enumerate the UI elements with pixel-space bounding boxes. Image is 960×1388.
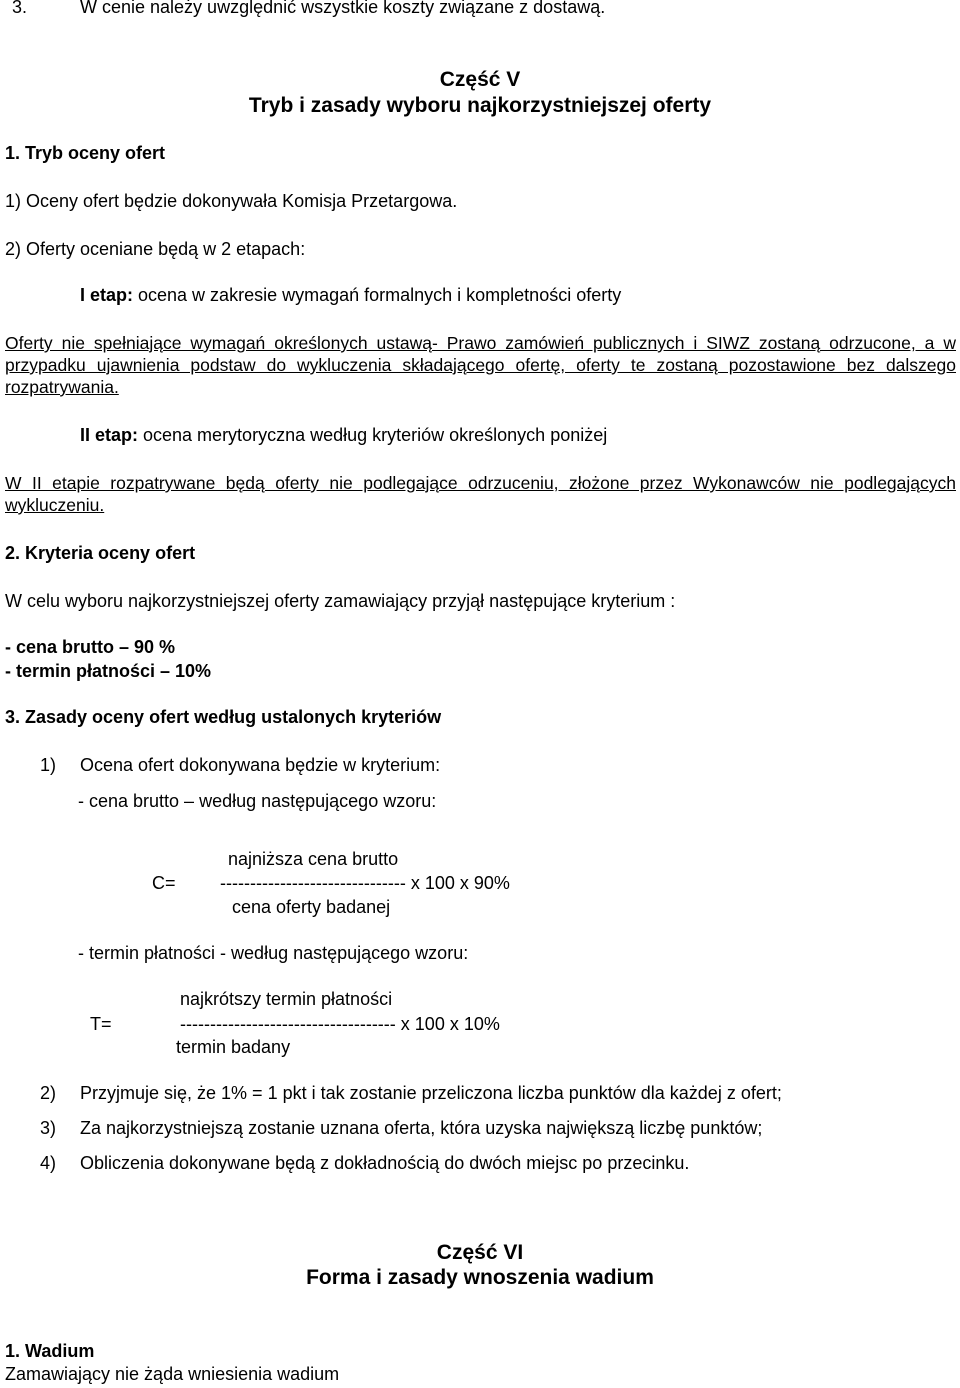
term-formula-denominator: termin badany [176, 1037, 291, 1057]
term-formula-variable: T= [90, 1014, 112, 1034]
rule1-text: Ocena ofert dokonywana będzie w kryterium: [80, 755, 441, 775]
stage1-line [80, 284, 621, 306]
term-formula-intro: - termin płatności - według następującego wzoru: [78, 943, 469, 963]
stage2-line [80, 424, 607, 446]
rule-number: 3) [40, 1118, 57, 1138]
part5-title: Część V [439, 68, 521, 91]
section1-point2: 2) Oferty oceniane będą w 2 etapach: [5, 239, 306, 259]
stage2-label: II etap: [80, 425, 139, 445]
rule-number: 2) [40, 1083, 57, 1103]
rule-text: Obliczenia dokonywane będą z dokładnością do dwóch miejsc po przecinku. [80, 1153, 690, 1173]
price-formula-fraction-line: ------------------------------- x 100 x 90% [220, 873, 510, 893]
criterion-payment-term: - termin płatności – 10% [5, 661, 212, 681]
wadium-text: Zamawiający nie żąda wniesienia wadium [5, 1364, 340, 1384]
term-formula-numerator: najkrótszy termin płatności [180, 989, 393, 1009]
part6-title: Część VI [436, 1241, 524, 1264]
section2-intro: W celu wyboru najkorzystniejszej oferty zamawiający przyjął następujące kryterium : [5, 591, 676, 611]
part6-subtitle: Forma i zasady wnoszenia wadium [306, 1266, 654, 1289]
stage1-paragraph: Oferty nie spełniające wymagań określonych ustawą- Prawo zamówień publicznych i SIWZ zostaną odrzucone, a w przypadku ujawnienia podstaw do wykluczenia składającego ofertę, oferty te zostaną pozostawione bez dalszego rozpatrywania. [5, 333, 956, 397]
price-formula-variable: C= [152, 873, 176, 893]
rule-number: 4) [40, 1153, 57, 1173]
price-formula-intro: - cena brutto – według następującego wzoru: [78, 791, 437, 811]
stage2-paragraph: W II etapie rozpatrywane będą oferty nie podlegające odrzuceniu, złożone przez Wykonawców nie podlegających wykluczeniu. [5, 473, 956, 515]
top-item-number: 3. [12, 0, 28, 17]
rule-text: Za najkorzystniejszą zostanie uznana oferta, która uzyska największą liczbę punktów; [80, 1118, 763, 1138]
section1-point1: 1) Oceny ofert będzie dokonywała Komisja Przetargowa. [5, 191, 458, 211]
section1-heading: 1. Tryb oceny ofert [5, 143, 166, 163]
part5-subtitle: Tryb i zasady wyboru najkorzystniejszej oferty [248, 94, 712, 117]
stage1-label: I etap: [80, 285, 134, 305]
price-formula-denominator: cena oferty badanej [232, 897, 391, 917]
price-formula-numerator: najniższa cena brutto [228, 849, 399, 869]
section3-heading: 3. Zasady oceny ofert według ustalonych kryteriów [5, 707, 442, 727]
criterion-price: - cena brutto – 90 % [5, 637, 176, 657]
top-item-text: W cenie należy uwzględnić wszystkie koszty związane z dostawą. [80, 0, 606, 17]
stage1-text: ocena w zakresie wymagań formalnych i kompletności oferty [133, 285, 622, 305]
rule-text: Przyjmuje się, że 1% = 1 pkt i tak zostanie przeliczona liczba punktów dla każdej z ofert; [80, 1083, 782, 1103]
term-formula-fraction-line: ------------------------------------ x 100 x 10% [180, 1014, 500, 1034]
rule1-number: 1) [40, 755, 57, 775]
section2-heading: 2. Kryteria oceny ofert [5, 543, 196, 563]
stage2-text: ocena merytoryczna według kryteriów określonych poniżej [138, 425, 608, 445]
wadium-heading: 1. Wadium [5, 1341, 95, 1361]
